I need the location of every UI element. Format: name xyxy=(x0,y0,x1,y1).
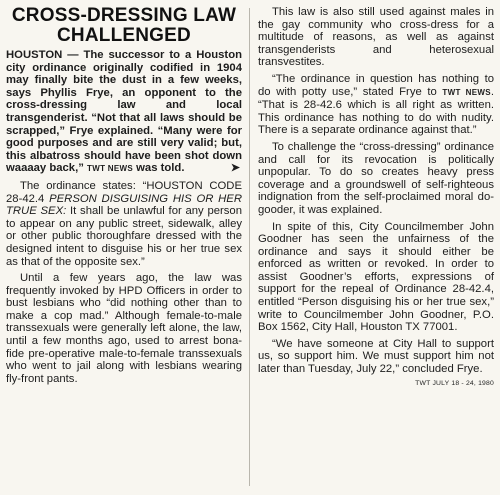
quote-paragraph xyxy=(258,73,494,137)
ordinance-text: It shall be unlawful for any person to appear on any public street, sidewalk, alley or other public thoroughfare dressed with the designed intent to disguise his or her true sex as that of the opposite sex.” xyxy=(6,205,243,268)
headline xyxy=(6,6,242,46)
left-column xyxy=(6,6,242,389)
continue-arrow-icon: ➤ xyxy=(230,162,240,175)
lead-text: HOUSTON — The successor to a Houston city ordinance originally codified in 1904 may finally bite the dust in a few weeks, says Phyllis Frye, an opponent to the cross-dressing law and local transgenderist. “Not that all laws should be scrapped,” Frye explained. “Many were for good purposes and are still very valid; but, this albatross should have been shot down waaaay back,” xyxy=(6,49,242,175)
lead-paragraph xyxy=(6,49,242,176)
column-divider xyxy=(249,8,250,486)
ordinance-title: PERSON DISGUISING HIS OR HER TRUE SEX: xyxy=(6,192,242,218)
quote-intro: “The ordinance in question has nothing to do with potty use,” stated Frye to xyxy=(258,72,494,98)
goodner-paragraph: In spite of this, City Councilmember John Goodner has seen the unfairness of the ordinance and says it should either be enforced as written or revoked. In order to assist Goodner’s efforts, expressions of support for the repeal of Ordinance 28-42.4, entitled “Person disguising his or her true sex,” write to Councilmember John Goodner, P.O. Box 1562, City Hall, Houston TX 77001. xyxy=(258,220,494,334)
history-paragraph: Until a few years ago, the law was frequently invoked by HPD Officers in order to bust lesbians who “did nothing other than to make a cop mad.” Although female-to-male transsexuals were generally left alone, the law, until a few months ago, used to arrest bona-fide pre-operative male-to-female transsexuals who went to jail along with lesbians wearing fly-front pants. xyxy=(6,272,242,385)
males-paragraph: This law is also still used against males in the gay community who cross-dress for a multitude of reasons, as well as against transgenderists and heterosexual transvestites. xyxy=(258,6,494,69)
twt-news-tag-2: TWT NEWS xyxy=(442,87,491,97)
headline-line-2: CHALLENGED xyxy=(57,25,191,46)
challenge-paragraph: To challenge the “cross-dressing” ordinance and call for its revocation is politically unpopular. To do so creates heavy press coverage and a groundswell of self-righteous indignation from the self-proclaimed moral do-gooder, it was explained. xyxy=(258,140,494,216)
closing-text: “We have someone at City Hall to support us, so support him. We must support him not later than Tuesday, July 22,” concluded Frye. xyxy=(258,337,494,376)
headline-line-1: CROSS-DRESSING LAW xyxy=(11,5,237,26)
ordinance-paragraph xyxy=(6,180,242,268)
right-column xyxy=(258,6,494,390)
quote-rest: . “That is 28-42.6 which is all right as written. This ordinance has nothing to do with nudity. There is a separate ordinance against that.” xyxy=(258,85,494,137)
closing-paragraph xyxy=(258,337,494,387)
twt-news-tag: TWT NEWS xyxy=(87,164,133,174)
issue-date-tag: TWT JULY 18 - 24, 1980 xyxy=(415,379,494,387)
ordinance-intro: The ordinance states: “HOUSTON CODE 28-42.4 xyxy=(6,179,242,205)
lead-end: was told. xyxy=(136,162,185,175)
